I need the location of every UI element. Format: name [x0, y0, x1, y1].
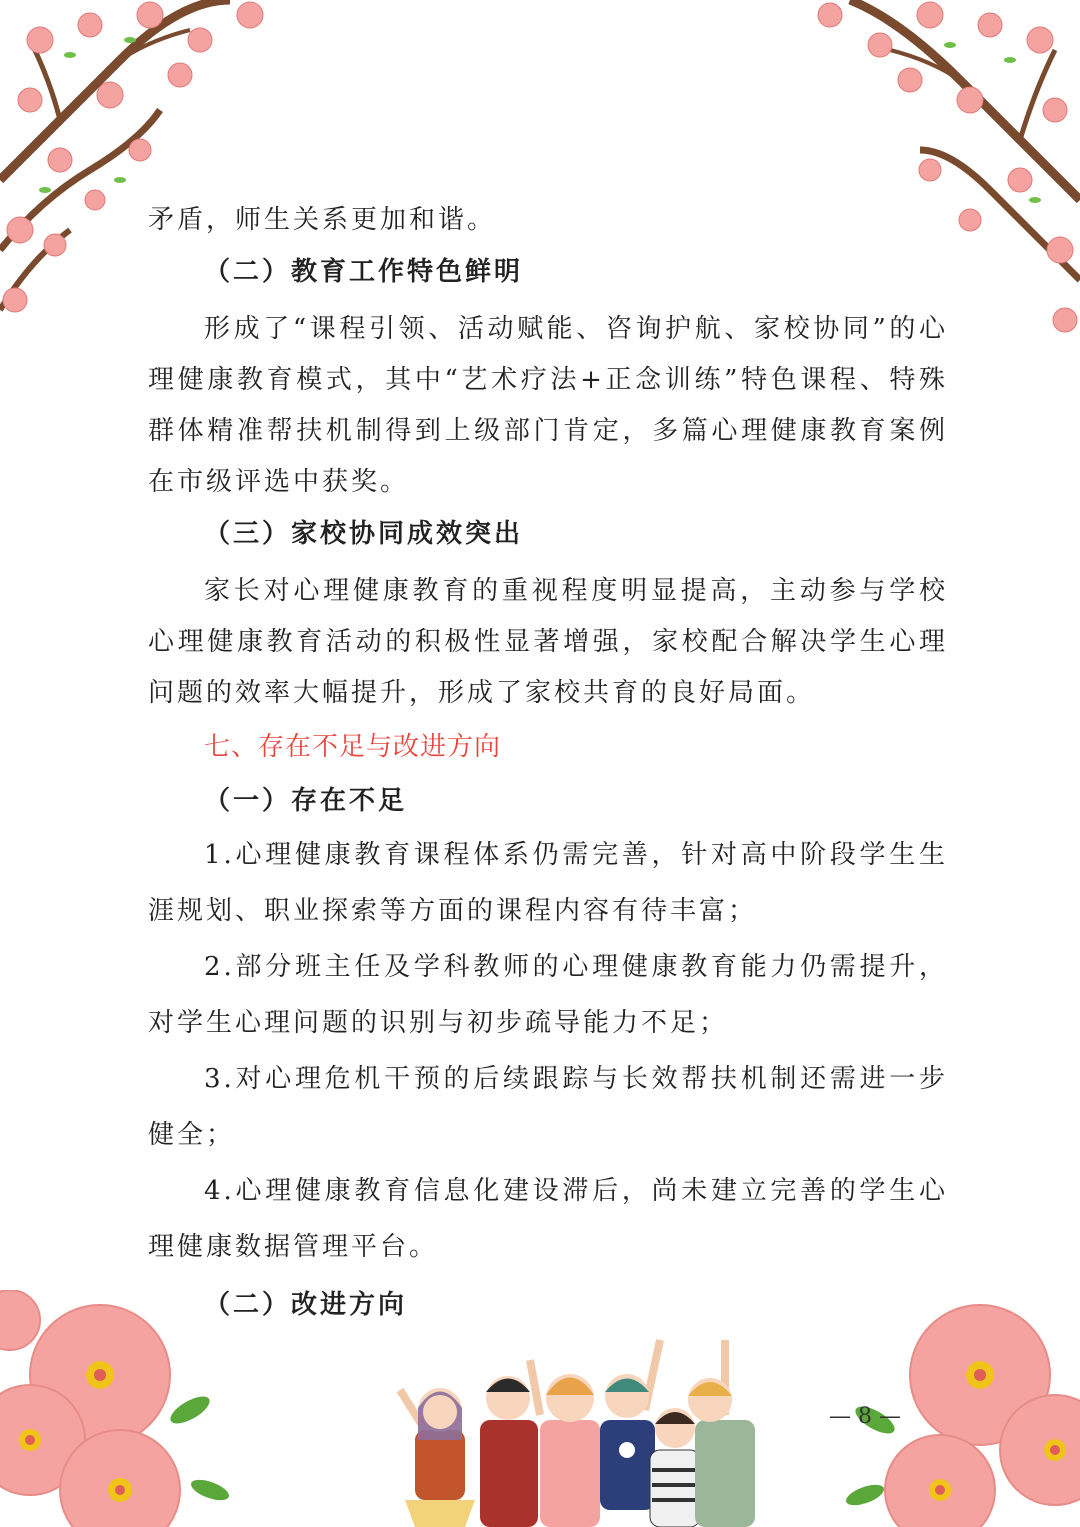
sub3-body: 家长对心理健康教育的重视程度明显提高，主动参与学校心理健康教育活动的积极性显著增强，家校配合解决学生心理问题的效率大幅提升，形成了家校共育的良好局面。: [148, 576, 948, 708]
page-number: — 8 —: [829, 1404, 901, 1429]
shortage-item-2: 2.部分班主任及学科教师的心理健康教育能力仍需提升，对学生心理问题的识别与初步疏导能力不足；: [148, 952, 948, 1038]
section7-title: 七、存在不足与改进方向: [204, 732, 502, 762]
sub2-body: 形成了“课程引领、活动赋能、咨询护航、家校协同”的心理健康教育模式，其中“艺术疗法+正念训练”特色课程、特殊群体精准帮扶机制得到上级部门肯定，多篇心理健康教育案例在市级评选中获奖。: [148, 314, 948, 497]
intro-fragment: 矛盾，师生关系更加和谐。: [148, 205, 497, 235]
shortage-item-3: 3.对心理危机干预的后续跟踪与长效帮扶机制还需进一步健全；: [148, 1064, 948, 1150]
shortage-item-1: 1.心理健康教育课程体系仍需完善，针对高中阶段学生生涯规划、职业探索等方面的课程内容有待丰富；: [148, 840, 948, 926]
improve-title: （二）改进方向: [204, 1290, 408, 1320]
sub3-title: （三）家校协同成效突出: [204, 519, 524, 549]
shortage-title: （一）存在不足: [204, 786, 408, 816]
cheering-students-illustration: [380, 1320, 800, 1527]
shortage-item-4: 4.心理健康教育信息化建设滞后，尚未建立完善的学生心理健康数据管理平台。: [148, 1176, 948, 1262]
sub2-title: （二）教育工作特色鲜明: [204, 257, 524, 287]
document-body: [148, 195, 948, 1331]
